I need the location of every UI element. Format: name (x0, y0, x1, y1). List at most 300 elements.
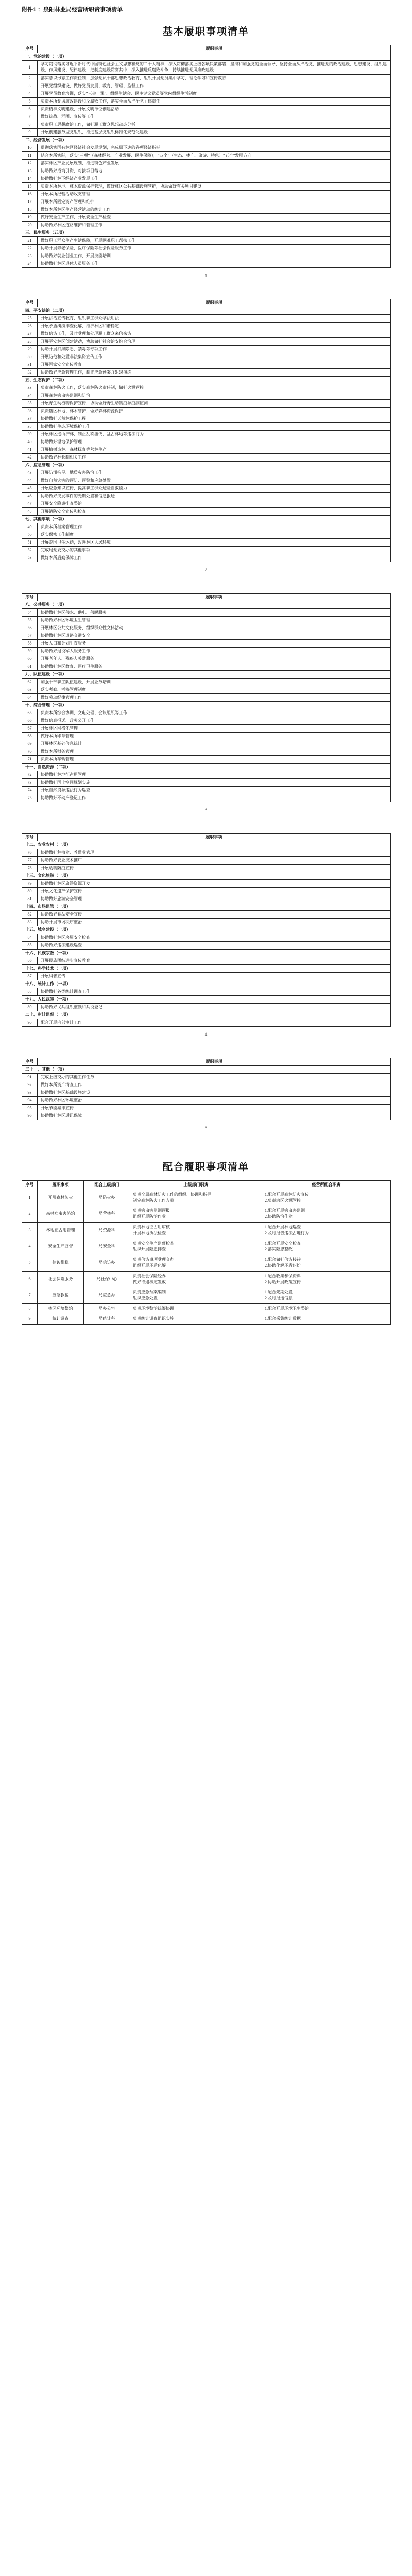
duty-line: 负责统计调查组织实施 (133, 1316, 174, 1321)
table-row (22, 191, 391, 198)
table-row (22, 260, 391, 268)
row-number: 60 (22, 655, 38, 663)
coop-duties (130, 1239, 262, 1255)
row-number: 68 (22, 733, 38, 740)
section-title: 二十一、其他（一项） (22, 1066, 391, 1074)
row-number: 75 (22, 794, 38, 802)
coop-row (22, 1287, 391, 1304)
row-number: 8 (22, 121, 38, 129)
table-row (22, 771, 391, 779)
header-item: 履职事项 (38, 594, 391, 601)
basic-table (22, 593, 391, 802)
table-row (22, 121, 391, 129)
section-row (22, 671, 391, 679)
row-item: 协助做好林区旅游资源开发 (38, 880, 391, 888)
row-number: 67 (22, 725, 38, 733)
row-number: 96 (22, 1112, 38, 1120)
support-line: 1.配合开展病虫害监测 (265, 1208, 305, 1213)
row-number: 36 (22, 408, 38, 415)
row-number: 74 (22, 787, 38, 794)
row-number: 72 (22, 771, 38, 779)
table-row (22, 756, 391, 764)
table-row (22, 167, 391, 175)
row-number: 29 (22, 346, 38, 353)
table-row (22, 919, 391, 926)
section-row (22, 702, 391, 709)
row-item: 协助做好林区供水、供电、供暖服务 (38, 609, 391, 617)
row-number: 73 (22, 779, 38, 787)
row-item: 协助做好林区基础设施建设 (38, 1089, 391, 1097)
row-number: 12 (22, 160, 38, 167)
table-row (22, 1112, 391, 1120)
row-item: 开展林区网格化管理 (38, 725, 391, 733)
table-row (22, 694, 391, 702)
table-row (22, 849, 391, 857)
coop-support (262, 1287, 391, 1304)
row-number: 18 (22, 206, 38, 214)
row-item: 协助做好招商引资，对接项目落地 (38, 167, 391, 175)
table-row (22, 198, 391, 206)
row-number: 52 (22, 547, 38, 554)
row-item: 开展老年人、残疾人关爱服务 (38, 655, 391, 663)
table-row (22, 709, 391, 717)
table-row (22, 330, 391, 338)
coop-item: 应急救援 (38, 1287, 84, 1304)
basic-table (22, 299, 391, 562)
table-row (22, 508, 391, 516)
row-number: 90 (22, 1019, 38, 1027)
row-number: 57 (22, 632, 38, 640)
basic-table (22, 45, 391, 268)
table-row (22, 113, 391, 121)
coop-dept: 局信访办 (84, 1255, 130, 1272)
row-number: 76 (22, 849, 38, 857)
table-row (22, 323, 391, 330)
table-row (22, 222, 391, 229)
row-item: 开展防汛抗旱、地质灾害防治工作 (38, 469, 391, 477)
table-row (22, 500, 391, 508)
coop-num: 3 (22, 1222, 38, 1239)
section-row (22, 872, 391, 880)
row-number: 5 (22, 98, 38, 106)
table-row (22, 632, 391, 640)
table-row (22, 160, 391, 167)
row-item: 负责森林防火工作，落实森林防火责任制，做好火源管控 (38, 384, 391, 392)
row-number: 95 (22, 1105, 38, 1112)
basic-list (0, 45, 412, 1120)
row-item: 开展消防安全宣传和检查 (38, 508, 391, 516)
row-item: 开展自然资源违法行为巡查 (38, 787, 391, 794)
row-item: 落实林区产业发展规划，推进特色产业发展 (38, 160, 391, 167)
row-item: 开展矛盾纠纷排查化解，维护林区和谐稳定 (38, 323, 391, 330)
row-number: 80 (22, 888, 38, 895)
row-number: 33 (22, 384, 38, 392)
row-item: 开展党组织建设，做好党员发展、教育、管理、监督工作 (38, 82, 391, 90)
row-item: 协助做好林区环境整治 (38, 1097, 391, 1105)
row-item: 协助做好各类统计调查工作 (38, 988, 391, 996)
section-row (22, 229, 391, 237)
row-number: 77 (22, 857, 38, 865)
row-item: 开展本所经营活动收支管理 (38, 191, 391, 198)
row-number: 53 (22, 554, 38, 562)
coop-row (22, 1206, 391, 1223)
duty-line: 开展林地执法检查 (133, 1230, 166, 1235)
row-item: 做好劳动纪律管理工作 (38, 694, 391, 702)
row-item: 开展国家安全宣传教育 (38, 361, 391, 369)
basic-header-row (22, 834, 391, 841)
row-number: 22 (22, 245, 38, 252)
section-title: 一、党的建设（一项） (22, 53, 391, 61)
row-number: 47 (22, 500, 38, 508)
row-number: 70 (22, 748, 38, 756)
table-row (22, 98, 391, 106)
row-item: 协助做好林区环境卫生管理 (38, 617, 391, 624)
row-item: 开展文化遗产保护宣传 (38, 888, 391, 895)
table-row (22, 252, 391, 260)
table-row (22, 477, 391, 485)
row-number: 81 (22, 895, 38, 903)
coop-dept: 局应急办 (84, 1287, 130, 1304)
coop-num: 1 (22, 1190, 38, 1206)
row-item: 开展创建服务型党组织，推进基层党组织标准化规范化建设 (38, 129, 391, 137)
coop-support (262, 1271, 391, 1287)
row-item: 开展野生动植物保护宣传，协助做好野生动物疫源疫病监测 (38, 400, 391, 408)
row-item: 开展党员教育培训，落实“三会一课”、组织生活会、民主评议党员等党内组织生活制度 (38, 90, 391, 98)
table-row (22, 787, 391, 794)
row-item: 做好本所印章管理 (38, 733, 391, 740)
table-row (22, 353, 391, 361)
row-number: 84 (22, 934, 38, 942)
section-title: 十四、市场监管（一项） (22, 903, 391, 911)
table-row (22, 237, 391, 245)
table-row (22, 523, 391, 531)
basic-header-row (22, 45, 391, 53)
row-number: 78 (22, 865, 38, 872)
basic-header-row (22, 299, 391, 307)
row-item: 协助做好违法建设巡查 (38, 942, 391, 950)
row-number: 85 (22, 942, 38, 950)
row-item: 开展林区基础信息统计 (38, 740, 391, 748)
table-row (22, 1019, 391, 1027)
row-number: 41 (22, 446, 38, 454)
row-number: 83 (22, 919, 38, 926)
header-num: 序号 (22, 45, 38, 53)
table-row (22, 82, 391, 90)
support-line: 1.配合采集统计数据 (265, 1316, 301, 1321)
row-item: 协助做好林区房屋安全检查 (38, 934, 391, 942)
row-item: 落实意识形态工作责任制，加强党员干部思想政治教育，组织开展党员集中学习、理论学习和宣传教育 (38, 75, 391, 82)
row-item: 协助做好林区道路交通安全 (38, 632, 391, 640)
row-item: 开展民族团结进步宣传教育 (38, 957, 391, 965)
support-line: 2.及时报送信息 (265, 1296, 293, 1301)
row-item: 落实保密工作制度 (38, 531, 391, 539)
row-number: 13 (22, 167, 38, 175)
section-title: 二、经济发展（一项） (22, 137, 391, 144)
table-row (22, 214, 391, 222)
table-row (22, 454, 391, 462)
row-item: 协助做好林区退休人员服务工作 (38, 260, 391, 268)
row-number: 43 (22, 469, 38, 477)
coop-num: 6 (22, 1271, 38, 1287)
row-number: 10 (22, 144, 38, 152)
row-item: 协助开展养老保险、医疗保险等社会保险服务工作 (38, 245, 391, 252)
coop-dept: 局社保中心 (84, 1271, 130, 1287)
table-row (22, 1089, 391, 1097)
coop-support (262, 1303, 391, 1314)
row-item: 开展安全隐患排查整治 (38, 500, 391, 508)
support-line: 2.落实隐患整改 (265, 1247, 293, 1252)
duty-line: 负责林地征占用审核 (133, 1224, 170, 1229)
section-title: 十八、统计工作（一项） (22, 980, 391, 988)
table-row (22, 400, 391, 408)
coop-row (22, 1271, 391, 1287)
section-title: 十九、人民武装（一项） (22, 996, 391, 1004)
table-row (22, 106, 391, 113)
section-row (22, 965, 391, 973)
header-num: 序号 (22, 834, 38, 841)
table-row (22, 686, 391, 694)
row-number: 93 (22, 1089, 38, 1097)
page-number: — 1 — (199, 273, 213, 278)
row-item: 开展人口和计划生育服务 (38, 640, 391, 648)
row-item: 完成上级交办的其他工作任务 (38, 1074, 391, 1081)
coop-item: 社会保险服务 (38, 1271, 84, 1287)
duty-line: 做好待遇核定发放 (133, 1279, 166, 1284)
table-row (22, 1105, 391, 1112)
header-num: 序号 (22, 594, 38, 601)
section-title: 十六、民族宗教（一项） (22, 950, 391, 957)
coop-item: 林区环境整治 (38, 1303, 84, 1314)
table-row (22, 469, 391, 477)
table-row (22, 431, 391, 438)
row-item: 加强干部职工队伍建设，开展业务培训 (38, 679, 391, 686)
section-title: 五、生态保护（二项） (22, 377, 391, 384)
coop-item: 安全生产监督 (38, 1239, 84, 1255)
row-number: 9 (22, 129, 38, 137)
attachment-label: 附件1 ：泉阳林业局经营所职责事项清单 (22, 7, 123, 13)
row-number: 88 (22, 988, 38, 996)
row-item: 协助做好突发事件的先期处置和信息报送 (38, 493, 391, 500)
row-number: 23 (22, 252, 38, 260)
row-number: 79 (22, 880, 38, 888)
support-line: 1.配合开展安全检查 (265, 1241, 301, 1246)
row-item: 学习贯彻落实习近平新时代中国特色社会主义思想和党的二十大精神，深入贯彻落实上级各项决策部署，坚持和加强党的全面领导，坚持全面从严治党，推进党的政治建设、思想建设、组织建设、作风建设、纪律建设，把制度建设贯穿其中，深入推进反腐败斗争，持续推进党风廉政建设 (38, 61, 391, 75)
table-row (22, 648, 391, 655)
table-row (22, 315, 391, 323)
table-row (22, 779, 391, 787)
row-number: 87 (22, 973, 38, 980)
row-number: 19 (22, 214, 38, 222)
row-item: 做好本所林区生产经营活动的统计工作 (38, 206, 391, 214)
table-row (22, 547, 391, 554)
coop-row (22, 1303, 391, 1314)
row-number: 48 (22, 508, 38, 516)
table-row (22, 90, 391, 98)
coop-duties (130, 1190, 262, 1206)
row-number: 11 (22, 152, 38, 160)
row-item: 开展爱国卫生运动，改善林区人居环境 (38, 539, 391, 547)
table-row (22, 554, 391, 562)
page-number: — 2 — (199, 567, 213, 572)
row-item: 开展平安林区创建活动，协助做好社会治安综合治理 (38, 338, 391, 346)
row-item: 协助做好林长制相关工作 (38, 454, 391, 462)
section-row (22, 980, 391, 988)
row-number: 94 (22, 1097, 38, 1105)
row-number: 65 (22, 709, 38, 717)
section-title: 四、平安法治（二项） (22, 307, 391, 315)
row-item: 协助做好应急管理工作，制定应急预案并组织演练 (38, 369, 391, 377)
coop-table (22, 1180, 391, 1325)
row-number: 38 (22, 423, 38, 431)
row-item: 做好职工群众生产生活保障，开展困难职工帮扶工作 (38, 237, 391, 245)
duty-line: 负责应急预案编制 (133, 1290, 166, 1295)
header-num: 序号 (22, 299, 38, 307)
section-title: 八、公共服务（一项） (22, 601, 391, 609)
table-row (22, 408, 391, 415)
coop-support (262, 1190, 391, 1206)
table-row (22, 539, 391, 547)
table-row (22, 129, 391, 137)
support-line: 1.配合做好信访接待 (265, 1257, 301, 1262)
coop-support (262, 1255, 391, 1272)
section-row (22, 601, 391, 609)
section-title: 十、综合管理（一项） (22, 702, 391, 709)
duty-line: 组织开展矛盾化解 (133, 1263, 166, 1268)
table-row (22, 423, 391, 431)
basic-list-title: 基本履职事项清单 (162, 26, 249, 37)
duty-line: 负责病虫害监测预报 (133, 1208, 170, 1213)
section-row (22, 53, 391, 61)
table-row (22, 1097, 391, 1105)
coop-num: 7 (22, 1287, 38, 1304)
duty-line: 负责全局森林防火工作的组织、协调和指导 (133, 1192, 211, 1197)
table-row (22, 942, 391, 950)
table-row (22, 485, 391, 493)
row-number: 62 (22, 679, 38, 686)
row-item: 协助做好林地征占用管理 (38, 771, 391, 779)
table-row (22, 740, 391, 748)
row-number: 20 (22, 222, 38, 229)
row-item: 做好本所财务管理 (38, 748, 391, 756)
table-row (22, 609, 391, 617)
table-row (22, 895, 391, 903)
table-row (22, 988, 391, 996)
row-number: 49 (22, 523, 38, 531)
row-number: 58 (22, 640, 38, 648)
page-number: — 3 — (199, 807, 213, 812)
duty-line: 负责信访事项受理交办 (133, 1257, 174, 1262)
table-row (22, 338, 391, 346)
row-number: 30 (22, 353, 38, 361)
row-item: 协助做好食品安全宣传 (38, 911, 391, 919)
row-item: 完成局党委交办的其他事项 (38, 547, 391, 554)
coop-dept: 局统计科 (84, 1314, 130, 1324)
coop-duties (130, 1271, 262, 1287)
row-item: 做好自然灾害的预防、预警和应急处置 (38, 477, 391, 485)
duty-line: 负责环境整治统筹协调 (133, 1306, 174, 1311)
section-row (22, 841, 391, 849)
header-num: 序号 (22, 1058, 38, 1066)
row-item: 开展林区巡山护林，制止乱砍滥伐、乱占林地等违法行为 (38, 431, 391, 438)
coop-num: 5 (22, 1255, 38, 1272)
table-row (22, 438, 391, 446)
section-title: 二十、审计监督（一项） (22, 1011, 391, 1019)
row-number: 26 (22, 323, 38, 330)
support-line: 1.配合开展森林防火宣传 (265, 1192, 309, 1197)
row-number: 45 (22, 485, 38, 493)
row-item: 协助开展扫黑除恶、禁毒等专项工作 (38, 346, 391, 353)
row-number: 50 (22, 531, 38, 539)
row-number: 54 (22, 609, 38, 617)
table-row (22, 865, 391, 872)
basic-header-row (22, 594, 391, 601)
section-row (22, 516, 391, 523)
table-row (22, 415, 391, 423)
row-item: 负责本所综合协调、文电处理、会议组织等工作 (38, 709, 391, 717)
row-item: 协助做好种植业、养殖业管理 (38, 849, 391, 857)
row-item: 落实考勤、考核管理制度 (38, 686, 391, 694)
coop-header-item: 履职事项 (38, 1181, 84, 1190)
table-row (22, 655, 391, 663)
coop-num: 9 (22, 1314, 38, 1324)
table-row (22, 369, 391, 377)
coop-header-support: 经营所配合职责 (262, 1181, 391, 1190)
row-number: 17 (22, 198, 38, 206)
row-number: 69 (22, 740, 38, 748)
row-number: 32 (22, 369, 38, 377)
row-item: 协助做好就业创业工作，开展技能培训 (38, 252, 391, 260)
basic-table (22, 1058, 391, 1120)
table-row (22, 531, 391, 539)
coop-num: 8 (22, 1303, 38, 1314)
section-title: 十二、农业农村（一项） (22, 841, 391, 849)
row-number: 55 (22, 617, 38, 624)
row-number: 24 (22, 260, 38, 268)
table-row (22, 624, 391, 632)
row-number: 2 (22, 75, 38, 82)
section-title: 七、其他事项（一项） (22, 516, 391, 523)
duty-line: 组织应急处置 (133, 1296, 158, 1301)
table-row (22, 384, 391, 392)
row-number: 14 (22, 175, 38, 183)
support-line: 2.协助化解矛盾纠纷 (265, 1263, 301, 1268)
row-item: 协助做好生态环境保护工作 (38, 423, 391, 431)
coop-support (262, 1239, 391, 1255)
table-row (22, 663, 391, 671)
table-row (22, 346, 391, 353)
row-item: 做好信访工作，及时受理和处理职工群众来信来访 (38, 330, 391, 338)
coop-row (22, 1255, 391, 1272)
duty-line: 制定森林防火工作方案 (133, 1198, 174, 1203)
row-item: 协助做好退役军人服务工作 (38, 648, 391, 655)
row-item: 开展本所固定资产管理和维护 (38, 198, 391, 206)
coop-row (22, 1314, 391, 1324)
row-item: 协助开展市场秩序整治 (38, 919, 391, 926)
row-item: 贯彻落实国有林区经济社会发展规划，完成局下达的各项经济指标 (38, 144, 391, 152)
coop-support (262, 1206, 391, 1223)
table-row (22, 183, 391, 191)
row-number: 82 (22, 911, 38, 919)
row-number: 44 (22, 477, 38, 485)
row-item: 结合本所实际，落实“三项”（森林经营、产业发展、民生保障），“四个”（生态、林产、旅游、特色）“五个”发展方向 (38, 152, 391, 160)
coop-item: 林地征占用管理 (38, 1222, 84, 1239)
section-row (22, 996, 391, 1004)
table-row (22, 617, 391, 624)
row-number: 37 (22, 415, 38, 423)
coop-support (262, 1314, 391, 1324)
table-row (22, 725, 391, 733)
row-number: 40 (22, 438, 38, 446)
